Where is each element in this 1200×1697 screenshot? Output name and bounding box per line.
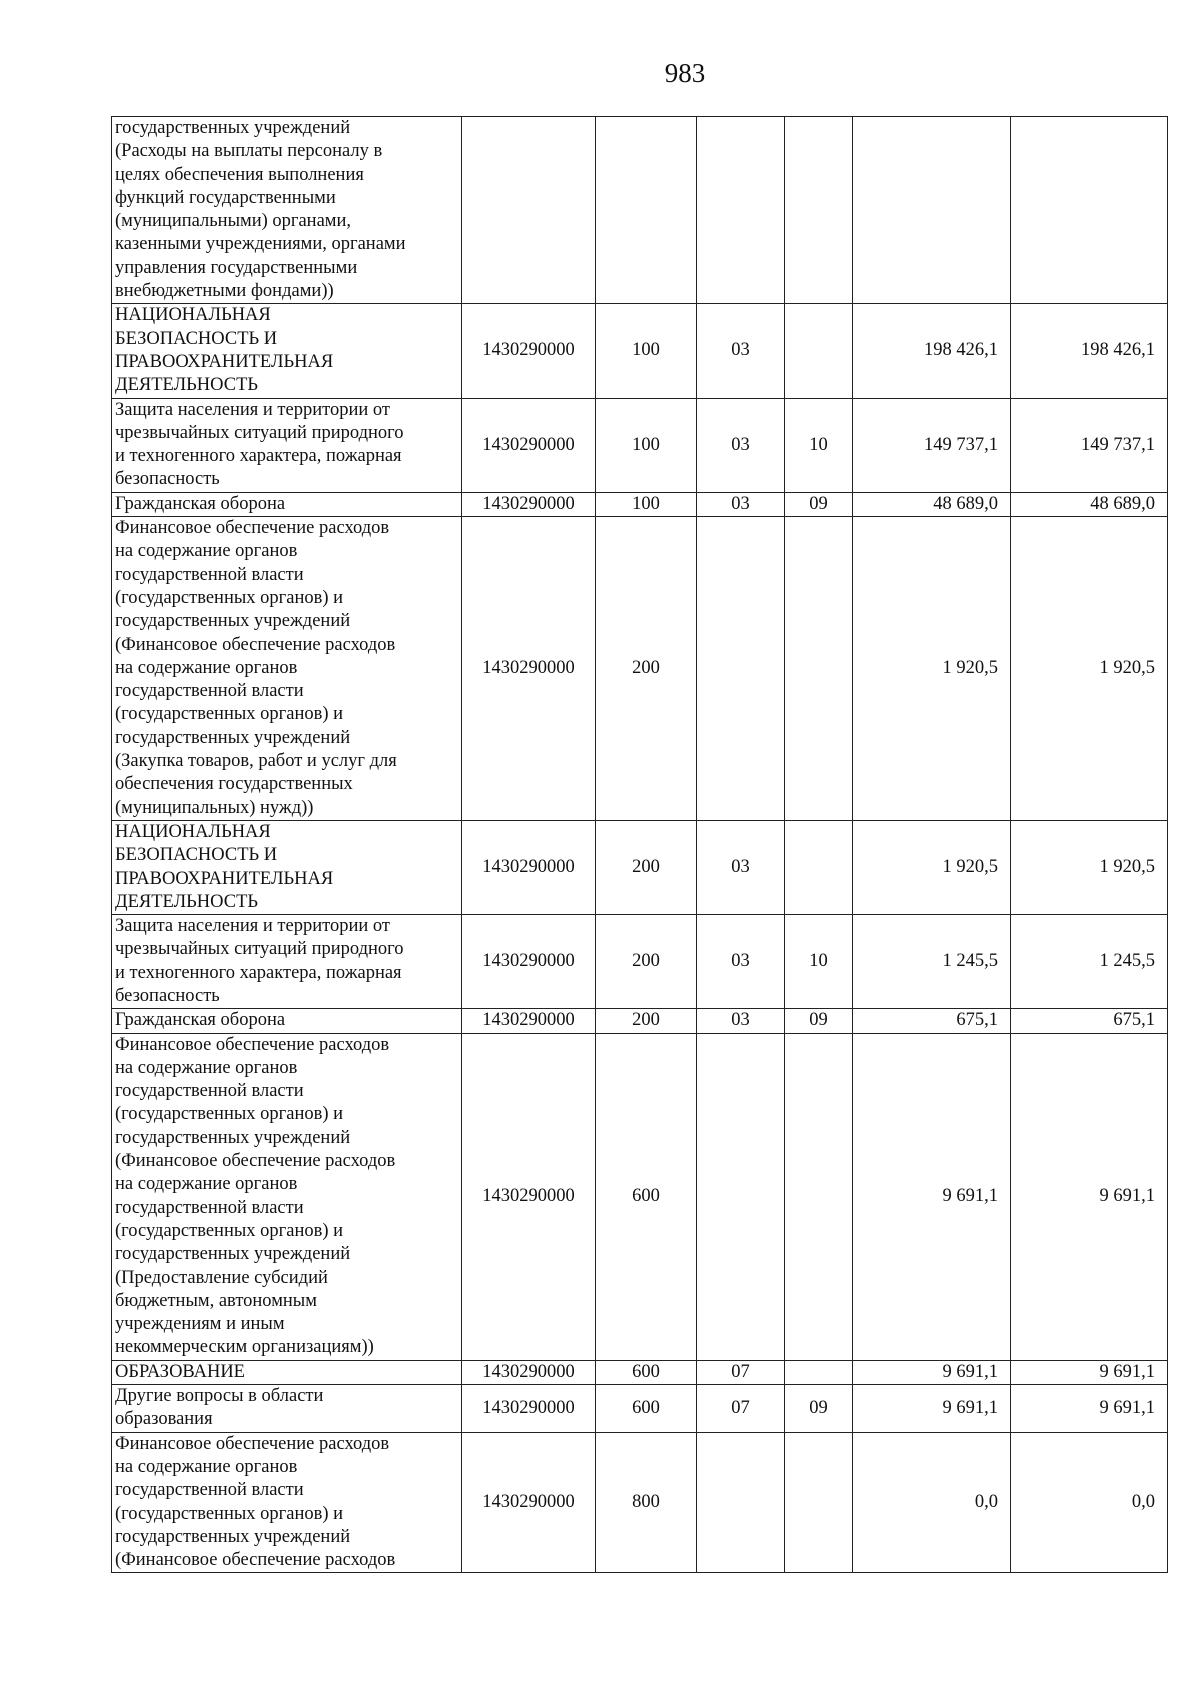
amount-1-cell: 198 426,1 bbox=[853, 304, 1011, 398]
target-article-cell: 1430290000 bbox=[462, 304, 596, 398]
target-article-cell: 1430290000 bbox=[462, 398, 596, 492]
expense-type-cell bbox=[596, 117, 697, 304]
target-article-cell bbox=[462, 117, 596, 304]
target-article-cell: 1430290000 bbox=[462, 1432, 596, 1573]
row-name-cell bbox=[112, 1360, 462, 1384]
section-cell: 07 bbox=[697, 1360, 785, 1384]
subsection-cell bbox=[785, 517, 853, 821]
amount-1-cell: 48 689,0 bbox=[853, 492, 1011, 516]
expense-type-cell: 200 bbox=[596, 915, 697, 1009]
row-name-cell bbox=[112, 1432, 462, 1573]
row-name: Защита населения и территории от чрезвычайных ситуаций природного и техногенного характера, пожарная безопасность bbox=[115, 399, 404, 490]
subsection-cell bbox=[785, 1033, 853, 1360]
row-name-cell bbox=[112, 398, 462, 492]
target-article-cell: 1430290000 bbox=[462, 517, 596, 821]
row-name: Защита населения и территории от чрезвычайных ситуаций природного и техногенного характера, пожарная безопасность bbox=[115, 916, 404, 1006]
section-cell bbox=[697, 1033, 785, 1360]
row-name-cell bbox=[112, 304, 462, 398]
table-row bbox=[112, 915, 1168, 1009]
expense-type-cell: 100 bbox=[596, 304, 697, 398]
section-cell: 03 bbox=[697, 398, 785, 492]
amount-2-cell bbox=[1011, 117, 1168, 304]
amount-2-cell: 9 691,1 bbox=[1011, 1360, 1168, 1384]
table-row bbox=[112, 1432, 1168, 1573]
amount-1-cell: 1 920,5 bbox=[853, 820, 1011, 914]
table-row bbox=[112, 117, 1168, 304]
section-cell: 07 bbox=[697, 1385, 785, 1433]
subsection-cell bbox=[785, 304, 853, 398]
amount-1-cell: 1 920,5 bbox=[853, 517, 1011, 821]
section-cell: 03 bbox=[697, 915, 785, 1009]
row-name-cell bbox=[112, 1033, 462, 1360]
target-article-cell: 1430290000 bbox=[462, 1009, 596, 1033]
expense-type-cell: 100 bbox=[596, 398, 697, 492]
row-name: НАЦИОНАЛЬНАЯ БЕЗОПАСНОСТЬ И ПРАВООХРАНИТЕЛЬНАЯ ДЕЯТЕЛЬНОСТЬ bbox=[115, 821, 334, 912]
subsection-cell: 10 bbox=[785, 398, 853, 492]
target-article-cell: 1430290000 bbox=[462, 820, 596, 914]
row-name-cell bbox=[112, 117, 462, 304]
expense-type-cell: 200 bbox=[596, 517, 697, 821]
section-cell bbox=[697, 117, 785, 304]
table-row bbox=[112, 304, 1168, 398]
amount-2-cell: 0,0 bbox=[1011, 1432, 1168, 1573]
expense-type-cell: 600 bbox=[596, 1033, 697, 1360]
subsection-cell: 10 bbox=[785, 915, 853, 1009]
row-name: ОБРАЗОВАНИЕ bbox=[115, 1361, 245, 1382]
subsection-cell bbox=[785, 1432, 853, 1573]
target-article-cell: 1430290000 bbox=[462, 492, 596, 516]
amount-2-cell: 1 245,5 bbox=[1011, 915, 1168, 1009]
expense-type-cell: 600 bbox=[596, 1385, 697, 1433]
subsection-cell bbox=[785, 117, 853, 304]
table-row bbox=[112, 1360, 1168, 1384]
row-name: Гражданская оборона bbox=[115, 1010, 286, 1031]
table-row bbox=[112, 1009, 1168, 1033]
subsection-cell: 09 bbox=[785, 492, 853, 516]
amount-2-cell: 9 691,1 bbox=[1011, 1033, 1168, 1360]
row-name-cell bbox=[112, 1385, 462, 1433]
expense-type-cell: 200 bbox=[596, 820, 697, 914]
row-name: Финансовое обеспечение расходов на содержание органов государственной власти (государственных органов) и государственных учреждений (Финансовое обеспечение расходов на содержание органов государственной власти (государственных органов) и государственных учреждений (Закупка товаров, работ и услуг для обеспечения государственных (муниципальных) нужд)) bbox=[115, 518, 397, 818]
amount-1-cell: 9 691,1 bbox=[853, 1360, 1011, 1384]
row-name: НАЦИОНАЛЬНАЯ БЕЗОПАСНОСТЬ И ПРАВООХРАНИТЕЛЬНАЯ ДЕЯТЕЛЬНОСТЬ bbox=[115, 305, 334, 396]
section-cell: 03 bbox=[697, 820, 785, 914]
row-name: Финансовое обеспечение расходов на содержание органов государственной власти (государственных органов) и государственных учреждений (Финансовое обеспечение расходов на содержание органов государственной власти (государственных органов) и государственных учреждений (Предоставление субсидий бюджетным, автономным учреждениям и иным некоммерческим организациям)) bbox=[115, 1034, 396, 1358]
amount-1-cell: 0,0 bbox=[853, 1432, 1011, 1573]
amount-2-cell: 198 426,1 bbox=[1011, 304, 1168, 398]
row-name-cell bbox=[112, 492, 462, 516]
amount-1-cell: 1 245,5 bbox=[853, 915, 1011, 1009]
table-row bbox=[112, 517, 1168, 821]
amount-2-cell: 1 920,5 bbox=[1011, 517, 1168, 821]
subsection-cell: 09 bbox=[785, 1385, 853, 1433]
table-row bbox=[112, 398, 1168, 492]
table-row bbox=[112, 1033, 1168, 1360]
row-name: государственных учреждений (Расходы на выплаты персоналу в целях обеспечения выполнения функций государственными (муниципальными) органами, казенными учреждениями, органами управления государственными внебюджетными фондами)) bbox=[115, 118, 406, 302]
amount-1-cell: 9 691,1 bbox=[853, 1385, 1011, 1433]
section-cell: 03 bbox=[697, 492, 785, 516]
row-name-cell bbox=[112, 1009, 462, 1033]
section-cell bbox=[697, 1432, 785, 1573]
section-cell: 03 bbox=[697, 304, 785, 398]
target-article-cell: 1430290000 bbox=[462, 1033, 596, 1360]
section-cell: 03 bbox=[697, 1009, 785, 1033]
page-number: 983 bbox=[664, 58, 706, 88]
row-name: Гражданская оборона bbox=[115, 493, 286, 514]
row-name: Другие вопросы в области образования bbox=[115, 1386, 324, 1430]
expense-type-cell: 200 bbox=[596, 1009, 697, 1033]
subsection-cell bbox=[785, 1360, 853, 1384]
row-name-cell bbox=[112, 517, 462, 821]
amount-1-cell bbox=[853, 117, 1011, 304]
target-article-cell: 1430290000 bbox=[462, 1385, 596, 1433]
section-cell bbox=[697, 517, 785, 821]
row-name: Финансовое обеспечение расходов на содержание органов государственной власти (государственных органов) и государственных учреждений (Финансовое обеспечение расходов bbox=[115, 1433, 396, 1571]
table-row bbox=[112, 1385, 1168, 1433]
table-row bbox=[112, 820, 1168, 914]
budget-table bbox=[111, 116, 1168, 1573]
amount-2-cell: 48 689,0 bbox=[1011, 492, 1168, 516]
target-article-cell: 1430290000 bbox=[462, 915, 596, 1009]
expense-type-cell: 800 bbox=[596, 1432, 697, 1573]
amount-2-cell: 1 920,5 bbox=[1011, 820, 1168, 914]
subsection-cell: 09 bbox=[785, 1009, 853, 1033]
amount-2-cell: 149 737,1 bbox=[1011, 398, 1168, 492]
amount-1-cell: 675,1 bbox=[853, 1009, 1011, 1033]
amount-1-cell: 9 691,1 bbox=[853, 1033, 1011, 1360]
table-row bbox=[112, 492, 1168, 516]
amount-2-cell: 675,1 bbox=[1011, 1009, 1168, 1033]
expense-type-cell: 600 bbox=[596, 1360, 697, 1384]
subsection-cell bbox=[785, 820, 853, 914]
target-article-cell: 1430290000 bbox=[462, 1360, 596, 1384]
row-name-cell bbox=[112, 915, 462, 1009]
row-name-cell bbox=[112, 820, 462, 914]
amount-1-cell: 149 737,1 bbox=[853, 398, 1011, 492]
expense-type-cell: 100 bbox=[596, 492, 697, 516]
amount-2-cell: 9 691,1 bbox=[1011, 1385, 1168, 1433]
